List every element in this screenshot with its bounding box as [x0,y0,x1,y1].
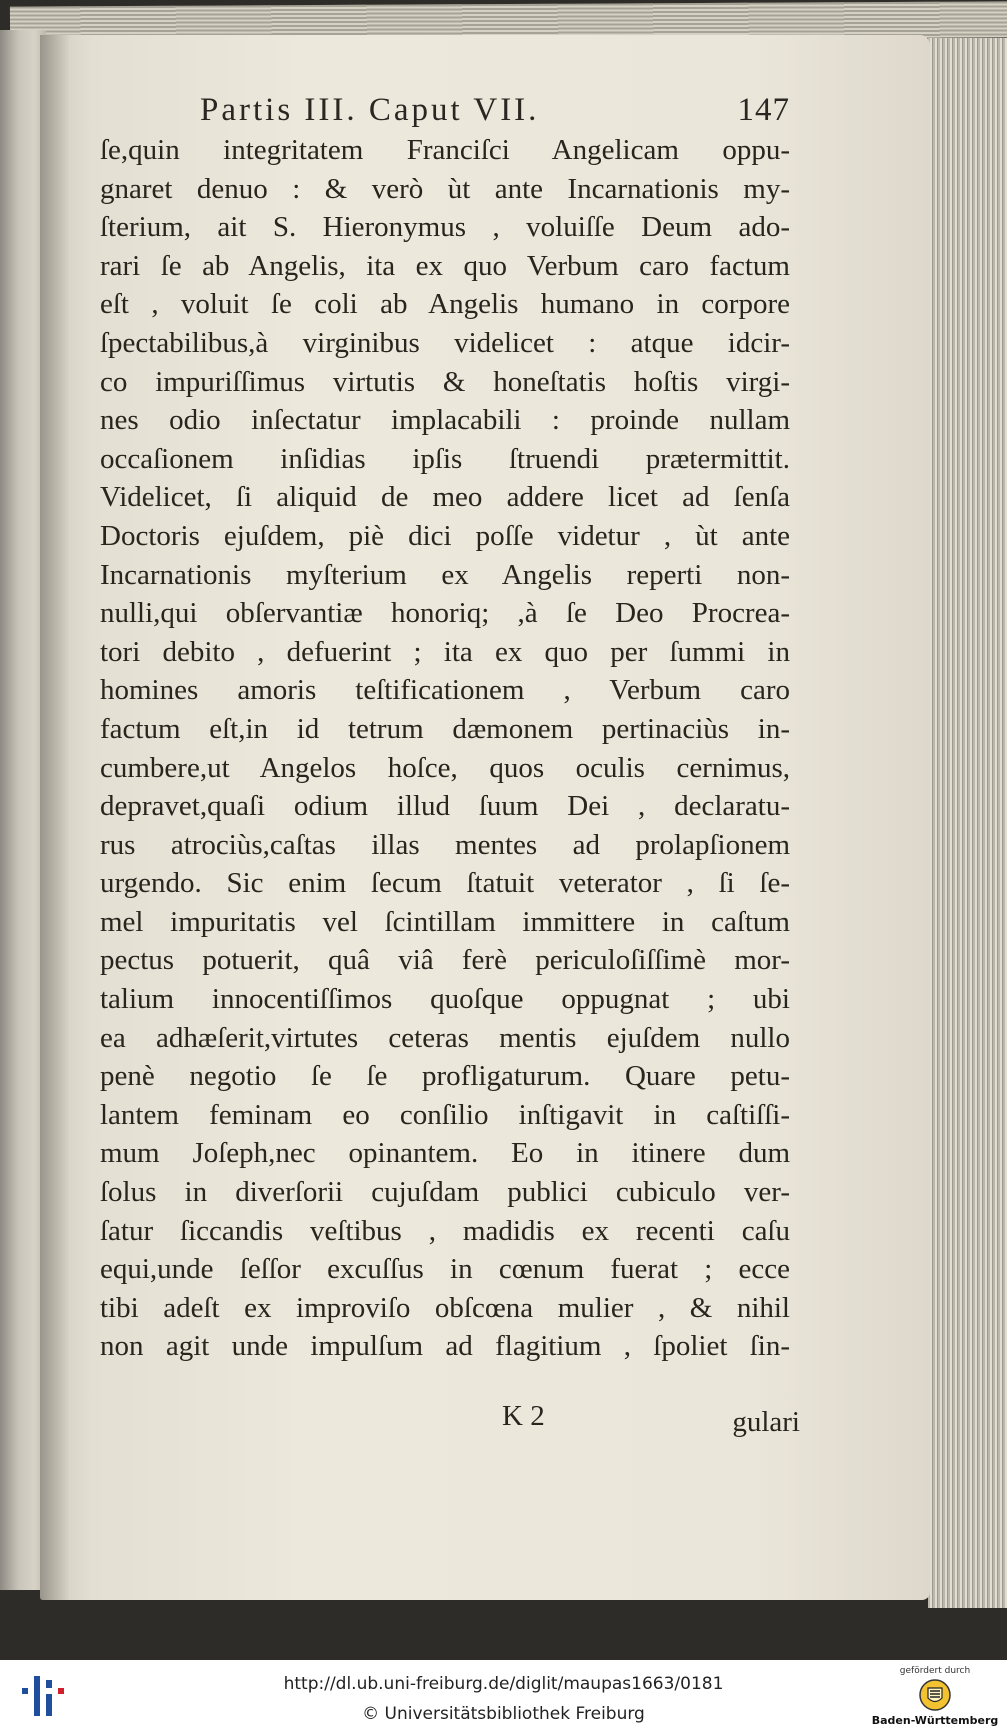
page-number: 147 [737,92,790,128]
text-line: factum eſt,in id tetrum dæmonem pertinaciùs in- [100,712,790,745]
signature-mark: K 2 [502,1400,545,1432]
viewer-footer [0,1660,1007,1732]
text-line: mum Joſeph,nec opinantem. Eo in itinere dum [100,1137,790,1170]
text-line: cumbere,ut Angelos hoſce, quos oculis cernimus, [100,751,790,784]
funder-label: gefördert durch [899,1666,971,1676]
text-line: ſterium, ait S. Hieronymus , voluiſſe Deum ado- [100,211,790,244]
text-line: Videlicet, ſi aliquid de meo addere licet ad ſenſa [100,481,790,514]
text-line: co impuriſſimus virtutis & honeſtatis hoſtis virgi- [100,365,790,398]
text-line: gnaret denuo : & verò ùt ante Incarnationis my- [100,172,790,205]
text-line: ſe,quin integritatem Franciſci Angelicam oppu- [100,134,790,166]
funder-name: Baden-Württemberg [871,1714,999,1727]
page-footer [100,1400,800,1440]
text-line: tori debito , defuerint ; ita ex quo per ſummi in [100,635,790,668]
text-line: non agit unde impulſum ad flagitium , ſpoliet ſin- [100,1330,790,1363]
page-text-block [100,92,790,1366]
text-line: rari ſe ab Angelis, ita ex quo Verbum caro factum [100,249,790,282]
text-line: mel impuritatis vel ſcintillam immittere in caſtum [100,905,790,938]
text-line: ea adhæſerit,virtutes ceteras mentis ejuſdem nullo [100,1021,790,1054]
text-line: ſolus in diverſorii cujuſdam publici cubiculo ver- [100,1176,790,1209]
baden-wuerttemberg-crest-icon [918,1678,952,1712]
text-line: ſpectabilibus,à virginibus videlicet : atque idcir- [100,326,790,359]
text-line: lantem feminam eo conſilio inſtigavit in caſtiſſi- [100,1098,790,1131]
text-line: equi,unde ſeſſor excuſſus in cœnum fuerat ; ecce [100,1253,790,1286]
text-line: nes odio inſectatur implacabili : proinde nullam [100,404,790,437]
text-line: tibi adeſt ex improviſo obſcœna mulier , & nihil [100,1291,790,1324]
page-gutter-shadow [40,35,70,1600]
text-line: depravet,quaſi odium illud ſuum Dei , declaratu- [100,790,790,823]
text-line: homines amoris teſtificationem , Verbum caro [100,674,790,707]
text-line: penè negotio ſe ſe profligaturum. Quare petu- [100,1060,790,1093]
running-header [100,92,790,129]
funder-block [870,1666,1000,1727]
body-text [100,131,790,1366]
text-line: rus atrociùs,caſtas illas mentes ad prolapſionem [100,828,790,861]
catchword: gulari [732,1406,800,1438]
text-line: eſt , voluit ſe coli ab Angelis humano in corpore [100,288,790,321]
fore-edge-pages [928,38,1007,1608]
text-line: talium innocentiſſimos quoſque oppugnat ; ubi [100,983,790,1016]
running-title: Partis III. Caput VII. [200,92,540,128]
source-url[interactable]: http://dl.ub.uni-freiburg.de/diglit/maupas1663/0181 [283,1674,724,1694]
text-line: ſatur ſiccandis veſtibus , madidis ex recenti caſu [100,1214,790,1247]
text-line: occaſionem inſidias ipſis ſtruendi prætermittit. [100,442,790,475]
copyright-notice: © Universitätsbibliothek Freiburg [362,1704,645,1724]
text-line: nulli,qui obſervantiæ honoriq; ,à ſe Deo Procrea- [100,597,790,630]
text-line: Incarnationis myſterium ex Angelis reperti non- [100,558,790,591]
text-line: urgendo. Sic enim ſecum ſtatuit veterator , ſi ſe- [100,867,790,900]
text-line: pectus potuerit, quâ viâ ferè periculoſiſſimè mor- [100,944,790,977]
text-line: Doctoris ejuſdem, piè dici poſſe videtur , ùt ante [100,519,790,552]
